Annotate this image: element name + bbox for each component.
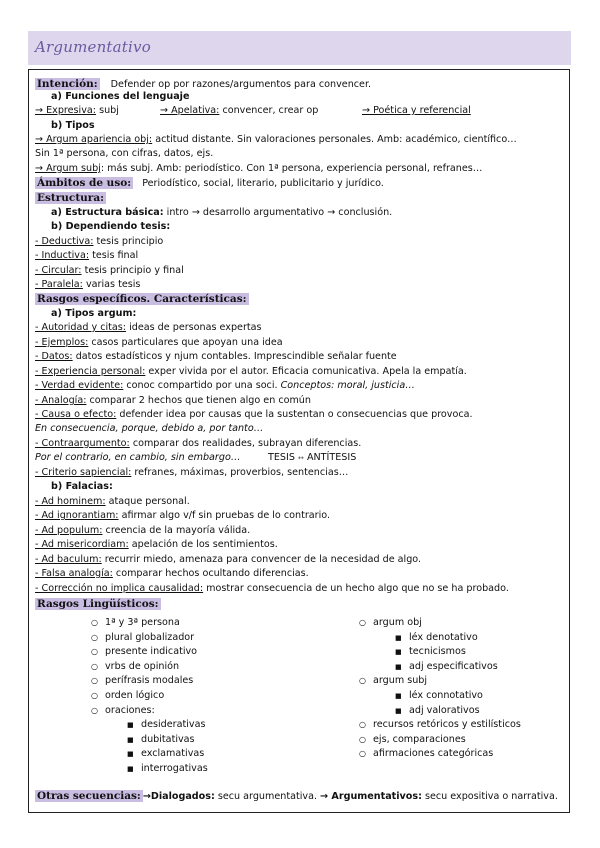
ad-hominem-text: ataque personal. — [105, 496, 190, 507]
dialogados-label: →Dialogados: — [142, 791, 215, 802]
argum-item — [35, 409, 473, 421]
falacia-item — [35, 568, 309, 580]
circle-bullet-icon: ○ — [359, 749, 366, 759]
tipo-subj-text: : más subj. Amb: periodístico. Con 1ª persona, experiencia personal, refranes… — [100, 163, 483, 174]
ejemplos-label: - Ejemplos: — [35, 337, 89, 348]
analogia-text: comparar 2 hechos que tienen algo en común — [86, 395, 311, 406]
list-item — [91, 674, 208, 689]
list-item — [359, 704, 521, 719]
otras-label: Otras secuencias: — [37, 790, 141, 802]
square-bullet-icon: ■ — [395, 691, 402, 700]
list-item — [359, 645, 521, 660]
circle-bullet-icon: ○ — [91, 676, 98, 686]
criterio-label: - Criterio sapiencial: — [35, 467, 132, 478]
dependiendo-tesis-heading: b) Dependiendo tesis: — [51, 221, 171, 232]
list-item — [91, 689, 208, 704]
square-bullet-icon: ■ — [395, 662, 402, 671]
ad-misericordiam-label: - Ad misericordiam: — [35, 539, 129, 550]
list-item — [359, 616, 521, 631]
list-item — [359, 689, 521, 704]
circle-bullet-icon: ○ — [359, 720, 366, 730]
estructura-item — [35, 250, 138, 262]
content-box — [28, 69, 570, 813]
tipos-argum-heading: a) Tipos argum: — [51, 308, 137, 319]
list-item — [359, 733, 521, 748]
rasgos-linguisticos-line — [35, 598, 161, 611]
funcion-poetica-label: → Poética y referencial — [362, 105, 471, 116]
ad-populum-text: creencia de la mayoría válida. — [102, 525, 251, 536]
falacias-heading: b) Falacias: — [51, 481, 113, 492]
list-item — [359, 718, 521, 733]
funciones-heading: a) Funciones del lenguaje — [51, 91, 190, 102]
subj-item: léx connotativo — [409, 689, 483, 701]
argum-item — [35, 322, 262, 334]
deductiva-label: - Deductiva: — [35, 236, 94, 247]
experiencia-label: - Experiencia personal: — [35, 366, 146, 377]
rasgo-item: ejs, comparaciones — [373, 733, 466, 745]
rasgo-item: orden lógico — [105, 689, 165, 701]
circle-bullet-icon: ○ — [91, 661, 98, 671]
contra-note: Por el contrario, en cambio, sin embargo… — [35, 452, 241, 463]
list-item — [91, 631, 208, 646]
list-item — [91, 616, 208, 631]
dialogados-text: secu argumentativa. — [214, 791, 321, 802]
tesis-label: TESIS — [268, 452, 295, 463]
falacia-item — [35, 554, 421, 566]
list-item — [91, 660, 208, 675]
double-arrow-icon: ↔ — [298, 454, 304, 462]
ad-hominem-label: - Ad hominem: — [35, 496, 106, 507]
verdad-conceptos: Conceptos: moral, justicia… — [280, 380, 415, 391]
criterio-text: refranes, máximas, proverbios, sentencias… — [131, 467, 349, 478]
tesis-antitesis — [268, 452, 356, 464]
falacia-item — [35, 496, 190, 508]
square-bullet-icon: ■ — [127, 764, 134, 773]
square-bullet-icon: ■ — [395, 706, 402, 715]
argum-item — [35, 337, 283, 349]
oracion-item: desiderativas — [141, 719, 206, 731]
antitesis-label: ANTÍTESIS — [306, 452, 357, 463]
causa-note: En consecuencia, porque, debido a, por tanto… — [35, 423, 264, 434]
rasgos-linguisticos-label: Rasgos Lingüísticos: — [37, 598, 159, 610]
verdad-text: conoc compartido por una soci. — [123, 380, 281, 391]
estructura-basica-text: intro → desarrollo argumentativo → conclusión. — [163, 207, 393, 218]
falacia-item — [35, 583, 509, 595]
falsa-analogia-text: comparar hechos ocultando diferencias. — [112, 568, 309, 579]
intencion-label: Intención: — [37, 78, 98, 90]
tipo-subj-label: → Argum subj — [35, 163, 101, 174]
square-bullet-icon: ■ — [127, 721, 134, 730]
correccion-text: mostrar consecuencia de un hecho algo que no se ha probado. — [203, 583, 509, 594]
rasgos-right-column — [359, 616, 521, 762]
argum-item — [35, 366, 467, 378]
list-item — [91, 718, 208, 733]
circle-bullet-icon: ○ — [91, 618, 98, 627]
falacia-item — [35, 510, 330, 522]
contra-label: - Contraargumento: — [35, 438, 130, 449]
paralela-label: - Paralela: — [35, 279, 83, 290]
verdad-label: - Verdad evidente: — [35, 380, 124, 391]
rasgo-item: plural globalizador — [105, 631, 195, 643]
ambitos-label: Ámbitos de uso: — [37, 177, 132, 189]
oracion-item: exclamativas — [141, 748, 205, 760]
rasgos-especificos-label: Rasgos específicos. Características: — [37, 293, 247, 305]
circular-label: - Circular: — [35, 265, 82, 276]
circle-bullet-icon: ○ — [359, 618, 366, 627]
tipo-subj-line — [35, 163, 482, 175]
list-item — [359, 674, 521, 689]
contra-text: comparar dos realidades, subrayan diferencias. — [129, 438, 362, 449]
tipo-obj-line — [35, 134, 517, 146]
falacia-item — [35, 539, 278, 551]
rasgo-item: vrbs de opinión — [105, 660, 180, 672]
estructura-item — [35, 265, 184, 277]
obj-item: léx denotativo — [409, 631, 478, 643]
argum-item — [35, 351, 397, 363]
otras-line — [35, 790, 558, 803]
tipo-obj-label: → Argum apariencia obj: — [35, 134, 153, 145]
circle-bullet-icon: ○ — [91, 647, 98, 657]
funcion-apelativa-text: convencer, crear op — [219, 105, 319, 116]
rasgo-item: presente indicativo — [105, 646, 198, 658]
list-item — [359, 747, 521, 762]
title-bar — [28, 31, 571, 65]
falsa-analogia-label: - Falsa analogía: — [35, 568, 113, 579]
list-item — [91, 762, 208, 777]
square-bullet-icon: ■ — [395, 648, 402, 657]
rasgo-item: recursos retóricos y estilísticos — [373, 719, 521, 731]
datos-label: - Datos: — [35, 351, 73, 362]
ambitos-line — [35, 177, 384, 190]
list-item — [91, 645, 208, 660]
list-item — [91, 704, 208, 719]
circle-bullet-icon: ○ — [359, 734, 366, 744]
rasgo-item: afirmaciones categóricas — [373, 748, 494, 760]
funcion-expresiva-label: → Expresiva: — [35, 105, 97, 116]
circular-text: tesis principio y final — [81, 265, 184, 276]
estructura-basica-line — [51, 207, 392, 219]
tipo-obj-text: actitud distante. Sin valoraciones personales. Amb: académico, científico… — [152, 134, 517, 145]
estructura-line — [35, 192, 106, 205]
argum-obj-label: argum obj — [373, 617, 422, 628]
argumentativos-label: → Argumentativos: — [320, 791, 422, 802]
ad-ignorantiam-label: - Ad ignorantiam: — [35, 510, 119, 521]
paralela-text: varias tesis — [82, 279, 141, 290]
subj-item: adj valorativos — [409, 704, 480, 716]
causa-text: defender idea por causas que la sustentan o consecuencias que provoca. — [116, 409, 473, 420]
argum-subj-label: argum subj — [373, 675, 428, 687]
circle-bullet-icon: ○ — [91, 705, 98, 715]
list-item — [91, 747, 208, 762]
estructura-item — [35, 236, 163, 248]
autoridad-text: ideas de personas expertas — [126, 322, 262, 333]
estructura-basica-heading: a) Estructura básica: — [51, 207, 164, 218]
funcion-expresiva-text: subj — [96, 105, 119, 116]
contra-line — [35, 438, 361, 450]
list-item — [359, 631, 521, 646]
oracion-item: interrogativas — [141, 762, 208, 774]
ad-misericordiam-text: apelación de los sentimientos. — [128, 539, 278, 550]
ad-baculum-label: - Ad baculum: — [35, 554, 102, 565]
inductiva-text: tesis final — [89, 250, 139, 261]
ejemplos-text: casos particulares que apoyan una idea — [88, 337, 283, 348]
circle-bullet-icon: ○ — [91, 690, 98, 700]
estructura-item — [35, 279, 140, 291]
rasgos-especificos-line — [35, 293, 249, 306]
ad-populum-label: - Ad populum: — [35, 525, 103, 536]
autoridad-label: - Autoridad y citas: — [35, 322, 127, 333]
intencion-line — [35, 78, 371, 91]
page-title: Argumentativo — [35, 38, 151, 56]
argum-item — [35, 380, 415, 392]
correccion-label: - Corrección no implica causalidad: — [35, 583, 204, 594]
criterio-line — [35, 467, 348, 479]
tipos-heading: b) Tipos — [51, 120, 95, 131]
experiencia-text: exper vivida por el autor. Eficacia comunicativa. Apela la empatía. — [145, 366, 467, 377]
obj-item: adj especificativos — [409, 660, 498, 672]
circle-bullet-icon: ○ — [359, 676, 366, 686]
causa-label: - Causa o efecto: — [35, 409, 117, 420]
funcion-apelativa — [160, 105, 318, 117]
rasgos-left-column — [91, 616, 208, 777]
square-bullet-icon: ■ — [127, 735, 134, 744]
rasgo-item: 1ª y 3ª persona — [105, 617, 180, 628]
contra-note-line — [35, 452, 357, 464]
oracion-item: dubitativas — [141, 733, 195, 745]
funciones-line — [35, 105, 471, 117]
square-bullet-icon: ■ — [127, 750, 134, 759]
inductiva-label: - Inductiva: — [35, 250, 90, 261]
datos-text: datos estadísticos y njum contables. Imprescindible señalar fuente — [72, 351, 397, 362]
tipo-obj-line2: Sin 1ª persona, con cifras, datos, ejs. — [35, 148, 214, 159]
funcion-apelativa-label: → Apelativa: — [160, 105, 220, 116]
square-bullet-icon: ■ — [395, 633, 402, 642]
list-item — [91, 733, 208, 748]
circle-bullet-icon: ○ — [91, 632, 98, 642]
ambitos-text: Periodístico, social, literario, publicitario y jurídico. — [142, 178, 384, 189]
rasgo-item: perífrasis modales — [105, 675, 194, 687]
intencion-text: Defender op por razones/argumentos para convencer. — [110, 79, 372, 90]
ad-ignorantiam-text: afirmar algo v/f sin pruebas de lo contrario. — [118, 510, 331, 521]
argum-item — [35, 395, 311, 407]
argumentativos-text: secu expositiva o narrativa. — [421, 791, 558, 802]
estructura-label: Estructura: — [37, 192, 105, 204]
rasgo-item: oraciones: — [105, 704, 155, 716]
analogia-label: - Analogía: — [35, 395, 87, 406]
deductiva-text: tesis principio — [93, 236, 164, 247]
list-item — [359, 660, 521, 675]
ad-baculum-text: recurrir miedo, amenaza para convencer de la necesidad de algo. — [101, 554, 422, 565]
falacia-item — [35, 525, 250, 537]
obj-item: tecnicismos — [409, 646, 466, 658]
